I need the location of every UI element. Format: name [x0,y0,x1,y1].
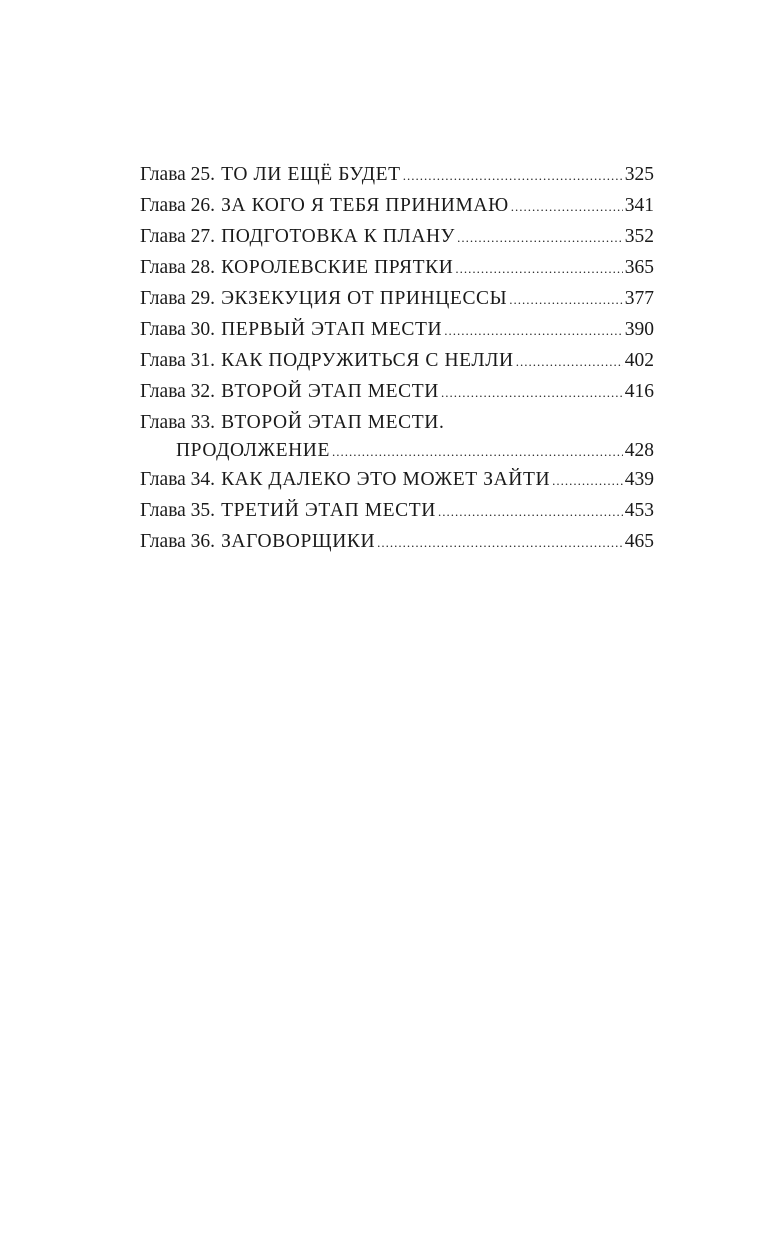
toc-entry-35[interactable] [140,495,654,526]
page-number: 428 [624,440,654,461]
chapter-title: ТРЕТИЙ ЭТАП МЕСТИ [221,500,436,521]
chapter-title: КАК ДАЛЕКО ЭТО МОЖЕТ ЗАЙТИ [221,469,551,490]
chapter-title: ВТОРОЙ ЭТАП МЕСТИ. [221,412,445,433]
chapter-number: Глава 36. [140,531,216,552]
chapter-number: Глава 32. [140,381,216,402]
toc-entry-33[interactable] [140,407,654,464]
chapter-title: ЭКЗЕКУЦИЯ ОТ ПРИНЦЕССЫ [221,288,508,309]
chapter-number: Глава 27. [140,226,216,247]
toc-entry-32[interactable] [140,376,654,407]
page-number: 439 [624,469,654,490]
toc-entry-34[interactable] [140,464,654,495]
dot-leader [438,496,623,527]
page-number: 365 [624,257,654,278]
chapter-title: ВТОРОЙ ЭТАП МЕСТИ [221,381,439,402]
page-number: 416 [624,381,654,402]
chapter-title: КАК ПОДРУЖИТЬСЯ С НЕЛЛИ [221,350,514,371]
toc-entry-36[interactable] [140,526,654,557]
dot-leader [377,527,623,558]
chapter-number: Глава 31. [140,350,216,371]
page-number: 325 [624,164,654,185]
toc-entry-29[interactable] [140,283,654,314]
page-number: 465 [624,531,654,552]
chapter-title: КОРОЛЕВСКИЕ ПРЯТКИ [221,257,454,278]
toc-entry-30[interactable] [140,314,654,345]
chapter-number: Глава 35. [140,500,216,521]
dot-leader [457,222,623,253]
toc-entry-31[interactable] [140,345,654,376]
dot-leader [511,191,623,222]
chapter-number: Глава 34. [140,469,216,490]
page-number: 352 [624,226,654,247]
dot-leader [552,465,623,496]
chapter-title: ПОДГОТОВКА К ПЛАНУ [221,226,456,247]
page-number: 453 [624,500,654,521]
chapter-title: ЗА КОГО Я ТЕБЯ ПРИНИМАЮ [221,195,509,216]
dot-leader [509,284,622,315]
page-number: 390 [624,319,654,340]
toc-entry-27[interactable] [140,221,654,252]
page-number: 341 [624,195,654,216]
page-number: 377 [624,288,654,309]
dot-leader [444,315,623,346]
chapter-number: Глава 26. [140,195,216,216]
chapter-title: ТО ЛИ ЕЩЁ БУДЕТ [221,164,401,185]
page-number: 402 [624,350,654,371]
dot-leader [455,253,622,284]
chapter-title: ПЕРВЫЙ ЭТАП МЕСТИ [221,319,443,340]
chapter-title-continuation: ПРОДОЛЖЕНИЕ [176,440,330,461]
chapter-number: Глава 29. [140,288,216,309]
toc-entry-25[interactable] [140,159,654,190]
chapter-title: ЗАГОВОРЩИКИ [221,531,376,552]
dot-leader [403,160,623,191]
chapter-number: Глава 33. [140,412,216,433]
toc-entry-26[interactable] [140,190,654,221]
chapter-number: Глава 30. [140,319,216,340]
toc-entry-28[interactable] [140,252,654,283]
dot-leader [441,377,623,408]
chapter-number: Глава 28. [140,257,216,278]
table-of-contents [140,159,654,557]
dot-leader [516,346,623,377]
dot-leader [332,439,623,465]
chapter-number: Глава 25. [140,164,216,185]
